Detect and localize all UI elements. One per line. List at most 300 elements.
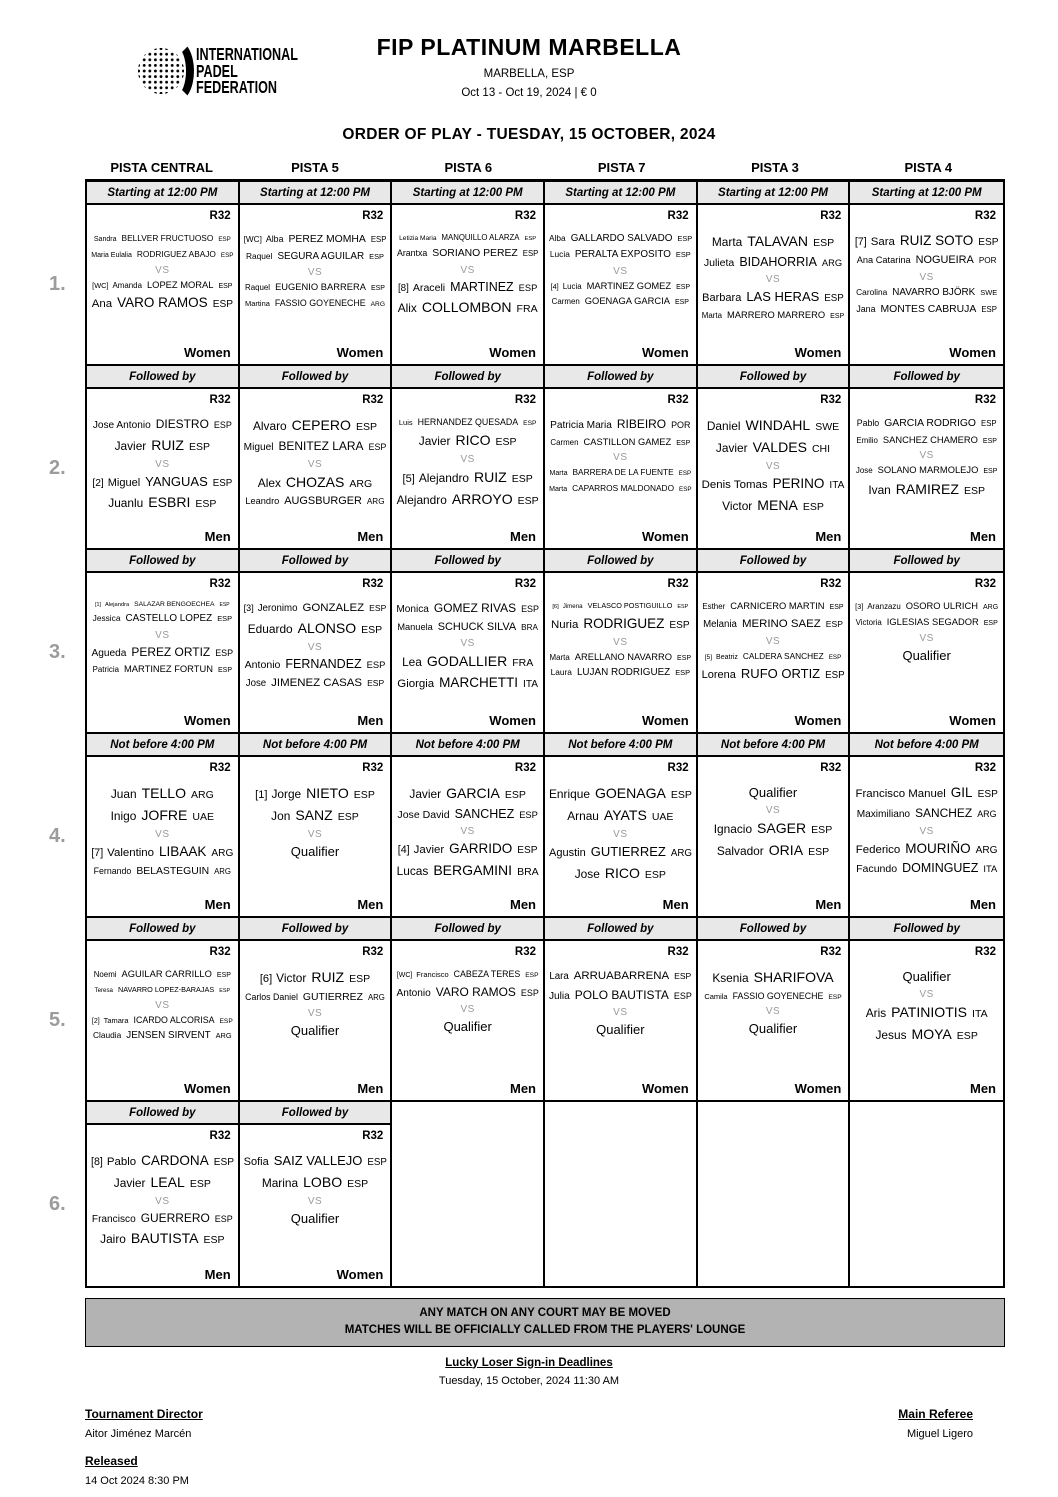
team xyxy=(244,844,387,860)
gender-label: Women xyxy=(949,345,996,360)
team xyxy=(702,233,845,270)
gender-label: Men xyxy=(815,897,842,912)
team xyxy=(549,785,692,825)
gender-label: Men xyxy=(204,897,231,912)
team xyxy=(702,601,845,632)
match-cell xyxy=(240,573,393,734)
gender-label: Men xyxy=(662,897,689,912)
time-header: Not before 4:00 PM xyxy=(545,734,698,757)
team xyxy=(702,417,845,457)
vs-label: VS xyxy=(307,1195,323,1207)
qualifier-line: Qualifier xyxy=(443,1019,492,1035)
round-label: R32 xyxy=(362,394,384,406)
player-line: Jessica CASTELLO LOPEZ ESP xyxy=(92,613,233,625)
gender-label: Women xyxy=(794,713,842,728)
team xyxy=(244,1153,387,1192)
player-line: Emilio SANCHEZ CHAMERO ESP xyxy=(856,434,997,445)
teams-block xyxy=(702,417,845,515)
round-label: R32 xyxy=(514,394,536,406)
time-header: Starting at 12:00 PM xyxy=(850,182,1003,205)
qualifier-line: Qualifier xyxy=(902,647,951,663)
time-header: Followed by xyxy=(545,550,698,573)
team xyxy=(854,465,999,499)
row-number: 2. xyxy=(49,457,66,479)
player-line: Javier RICO ESP xyxy=(418,432,517,449)
time-header: Starting at 12:00 PM xyxy=(392,182,545,205)
team xyxy=(549,601,692,633)
team xyxy=(91,969,234,996)
team xyxy=(549,652,692,680)
document-header xyxy=(0,0,1058,104)
player-line: Salvador ORIA ESP xyxy=(716,842,830,859)
player-line: Carmen GOENAGA GARCIA ESP xyxy=(551,296,689,307)
player-line: Marta MARRERO MARRERO ESP xyxy=(701,310,845,321)
gender-label: Men xyxy=(357,897,384,912)
player-line: Sofia SAIZ VALLEJO ESP xyxy=(243,1153,387,1168)
team xyxy=(91,1211,234,1249)
teams-block xyxy=(702,969,845,1037)
match-cell xyxy=(392,941,545,1102)
time-header: Followed by xyxy=(240,918,393,941)
match-cell xyxy=(240,941,393,1102)
vs-label: VS xyxy=(613,265,628,277)
court-header: PISTA 6 xyxy=(444,160,493,175)
vs-label: VS xyxy=(613,1007,628,1019)
vs-label: VS xyxy=(765,460,781,472)
player-line: [1] Alejandra SALAZAR BENGOECHEA ESP xyxy=(95,601,230,608)
team xyxy=(396,969,539,1000)
player-line: [WC] Alba PEREZ MOMHA ESP xyxy=(243,234,387,245)
player-line: Monica GOMEZ RIVAS ESP xyxy=(396,601,540,615)
player-line: [WC] Francisco CABEZA TERES ESP xyxy=(396,969,539,979)
team xyxy=(854,969,999,985)
teams-block xyxy=(702,601,845,683)
teams-block xyxy=(549,417,692,495)
match-cell xyxy=(87,1125,240,1286)
match-cell xyxy=(87,205,240,366)
player-line: [4] Javier GARRIDO ESP xyxy=(397,841,538,857)
tournament-director-name: Aitor Jiménez Marcén xyxy=(85,1427,192,1440)
match-cell xyxy=(850,205,1003,366)
time-header: Starting at 12:00 PM xyxy=(545,182,698,205)
teams-block xyxy=(244,417,387,509)
team xyxy=(702,785,845,801)
team xyxy=(702,969,845,1002)
time-header: Followed by xyxy=(87,550,240,573)
team xyxy=(854,841,999,877)
team xyxy=(91,1015,234,1043)
vs-label: VS xyxy=(155,828,170,840)
main-referee-name: Miguel Ligero xyxy=(906,1427,973,1440)
teams-block xyxy=(702,233,845,322)
player-line: Barbara LAS HERAS ESP xyxy=(702,289,844,305)
round-label: R32 xyxy=(209,946,231,958)
gender-label: Men xyxy=(510,529,536,544)
player-line: Agueda PEREZ ORTIZ ESP xyxy=(91,644,234,659)
logo-line: INTERNATIONAL xyxy=(196,43,298,64)
team xyxy=(396,785,539,822)
player-line: Inigo JOFRE UAE xyxy=(110,806,215,823)
match-cell xyxy=(240,205,393,366)
team xyxy=(91,233,234,261)
vs-label: VS xyxy=(460,638,475,650)
empty-cell xyxy=(850,1102,1003,1286)
team xyxy=(244,233,387,263)
player-line: Jose RICO ESP xyxy=(574,864,666,881)
player-line: [3] Aranzazu OSORO ULRICH ARG xyxy=(855,601,999,611)
vs-label: VS xyxy=(155,629,170,641)
teams-block xyxy=(91,1153,234,1248)
player-line: Ana VARO RAMOS ESP xyxy=(91,295,233,311)
team xyxy=(244,417,387,455)
qualifier-line: Qualifier xyxy=(902,969,951,984)
logo-text xyxy=(196,43,298,98)
player-line: Jesus MOYA ESP xyxy=(875,1026,978,1043)
match-cell xyxy=(850,757,1003,918)
gender-label: Men xyxy=(510,1081,536,1096)
player-line: [8] Araceli MARTINEZ ESP xyxy=(397,279,538,294)
teams-block xyxy=(244,969,387,1040)
released-value: 14 Oct 2024 8:30 PM xyxy=(85,1474,189,1487)
match-cell xyxy=(698,757,851,918)
player-line: Francisco Manuel GIL ESP xyxy=(855,785,998,800)
match-cell xyxy=(240,1125,393,1286)
match-cell xyxy=(545,389,698,550)
team xyxy=(396,601,539,634)
player-line: Jose SOLANO MARMOLEJO ESP xyxy=(855,465,998,476)
time-header: Followed by xyxy=(698,366,851,389)
teams-block xyxy=(549,969,692,1039)
teams-block xyxy=(396,233,539,317)
player-line: Alba GALLARDO SALVADO ESP xyxy=(549,233,693,244)
time-header: Followed by xyxy=(87,366,240,389)
player-line: Luis HERNANDEZ QUESADA ESP xyxy=(398,417,537,427)
gender-label: Women xyxy=(183,345,231,360)
player-line: Lucas BERGAMINI BRA xyxy=(396,862,539,879)
teams-block xyxy=(854,785,999,877)
teams-block xyxy=(854,601,999,664)
time-header: Not before 4:00 PM xyxy=(240,734,393,757)
team xyxy=(549,233,692,262)
schedule-table xyxy=(49,179,1005,1288)
round-label: R32 xyxy=(820,394,842,406)
notice-line-1: ANY MATCH ON ANY COURT MAY BE MOVED xyxy=(419,1307,671,1319)
empty-cell xyxy=(392,1102,545,1286)
main-referee-label: Main Referee xyxy=(898,1406,973,1421)
player-line: Antonio VARO RAMOS ESP xyxy=(396,984,539,999)
round-label: R32 xyxy=(974,394,996,406)
player-line: Pablo GARCIA RODRIGO ESP xyxy=(856,418,997,429)
player-line: Letizia Maria MANQUILLO ALARZA ESP xyxy=(399,233,537,242)
gender-label: Men xyxy=(510,897,536,912)
round-label: R32 xyxy=(362,946,384,958)
player-line: Francisco GUERRERO ESP xyxy=(91,1210,233,1225)
time-header: Followed by xyxy=(240,1102,393,1125)
player-line: Denis Tomas PERINO ITA xyxy=(701,475,845,491)
vs-label: VS xyxy=(919,632,934,644)
event-title: FIP PLATINUM MARBELLA xyxy=(376,34,682,60)
gender-label: Women xyxy=(489,345,536,360)
time-header: Not before 4:00 PM xyxy=(850,734,1003,757)
round-label: R32 xyxy=(667,762,689,774)
match-cell xyxy=(545,573,698,734)
vs-label: VS xyxy=(155,1195,170,1207)
vs-label: VS xyxy=(613,828,628,840)
logo-bracket-shape xyxy=(160,40,194,102)
schedule-grid xyxy=(85,179,1005,1288)
player-line: Giorgia MARCHETTI ITA xyxy=(397,675,539,691)
player-line: Alvaro CEPERO ESP xyxy=(253,417,377,433)
player-line: Miguel BENITEZ LARA ESP xyxy=(243,438,387,453)
player-line: Ignacio SAGER ESP xyxy=(713,820,833,837)
footer xyxy=(85,1407,973,1487)
team xyxy=(549,844,692,883)
team xyxy=(91,844,234,878)
empty-cell xyxy=(698,1102,851,1286)
ipf-logo xyxy=(138,40,338,102)
time-header: Starting at 12:00 PM xyxy=(240,182,393,205)
court-header: PISTA 7 xyxy=(597,160,646,175)
team xyxy=(244,1023,387,1039)
vs-label: VS xyxy=(919,989,934,1001)
match-cell xyxy=(392,757,545,918)
teams-block xyxy=(91,417,234,512)
player-line: Noemi AGUILAR CARRILLO ESP xyxy=(93,969,231,979)
gender-label: Women xyxy=(794,345,842,360)
gender-label: Men xyxy=(970,529,996,544)
round-label: R32 xyxy=(209,762,231,774)
time-header: Followed by xyxy=(545,366,698,389)
team xyxy=(854,233,999,268)
player-line: Javier GARCIA ESP xyxy=(409,785,526,801)
player-line: Javier VALDES CHI xyxy=(715,438,831,455)
player-line: Agustin GUTIERREZ ARG xyxy=(549,843,692,859)
player-line: Ana Catarina NOGUEIRA POR xyxy=(856,253,997,266)
round-label: R32 xyxy=(667,946,689,958)
teams-block xyxy=(396,417,539,509)
vs-label: VS xyxy=(765,274,781,286)
player-line: [2] Tamara ICARDO ALCORISA ESP xyxy=(91,1014,233,1025)
player-line: Patricia MARTINEZ FORTUN ESP xyxy=(92,664,233,675)
gender-label: Women xyxy=(183,713,231,728)
teams-block xyxy=(91,601,234,676)
footer-left xyxy=(85,1407,203,1487)
team xyxy=(854,648,999,664)
time-header: Not before 4:00 PM xyxy=(392,734,545,757)
qualifier-line: Qualifier xyxy=(290,1210,340,1226)
player-line: Lea GODALLIER FRA xyxy=(402,653,534,670)
player-line: [3] Jeronimo GONZALEZ ESP xyxy=(243,602,387,614)
team xyxy=(244,969,387,1004)
match-cell xyxy=(87,573,240,734)
round-label: R32 xyxy=(820,578,842,590)
team xyxy=(91,474,234,513)
player-line: Lorena RUFO ORTIZ ESP xyxy=(701,666,845,682)
player-line: Ivan RAMIREZ ESP xyxy=(868,481,985,498)
team xyxy=(396,417,539,450)
court-header: PISTA 5 xyxy=(291,160,339,175)
player-line: Marina LOBO ESP xyxy=(261,1173,369,1190)
match-cell xyxy=(87,389,240,550)
player-line: Esther CARNICERO MARTIN ESP xyxy=(702,601,844,611)
player-line: Alix COLLOMBON FRA xyxy=(397,299,538,316)
vs-label: VS xyxy=(765,635,781,647)
logo-line: FEDERATION xyxy=(196,77,277,98)
round-label: R32 xyxy=(667,394,689,406)
match-cell xyxy=(545,757,698,918)
match-cell xyxy=(392,389,545,550)
time-header: Followed by xyxy=(698,550,851,573)
round-label: R32 xyxy=(667,210,689,222)
round-label: R32 xyxy=(514,946,536,958)
time-header: Starting at 12:00 PM xyxy=(698,182,851,205)
qualifier-line: Qualifier xyxy=(596,1022,645,1038)
tournament-director-label: Tournament Director xyxy=(85,1406,203,1421)
team xyxy=(91,645,234,676)
team xyxy=(91,417,234,455)
player-line: Javier LEAL ESP xyxy=(113,1173,211,1190)
qualifier-line: Qualifier xyxy=(748,1021,798,1037)
time-header: Followed by xyxy=(392,366,545,389)
time-header: Followed by xyxy=(850,550,1003,573)
teams-block xyxy=(244,1153,387,1227)
court-header-row xyxy=(85,160,1005,179)
vs-label: VS xyxy=(613,636,628,648)
released-label: Released xyxy=(85,1453,138,1468)
gender-label: Men xyxy=(970,897,996,912)
player-line: Marta CAPARROS MALDONADO ESP xyxy=(549,483,692,494)
player-line: Daniel WINDAHL SWE xyxy=(706,417,840,433)
player-line: Jose David SANCHEZ ESP xyxy=(397,806,538,821)
vs-label: VS xyxy=(765,1006,781,1018)
player-line: Arnau AYATS UAE xyxy=(567,806,674,823)
player-line: Federico MOURIÑO ARG xyxy=(855,840,998,856)
team xyxy=(91,785,234,825)
player-line: Lucia PERALTA EXPOSITO ESP xyxy=(549,249,691,261)
player-line: Leandro AUGSBURGER ARG xyxy=(245,495,385,508)
round-label: R32 xyxy=(514,578,536,590)
player-line: Facundo DOMINGUEZ ITA xyxy=(856,861,998,876)
court-header: PISTA CENTRAL xyxy=(110,160,213,175)
team xyxy=(244,657,387,691)
gender-label: Women xyxy=(336,345,384,360)
teams-block xyxy=(91,233,234,312)
vs-label: VS xyxy=(155,999,170,1011)
match-cell xyxy=(392,205,545,366)
team xyxy=(396,233,539,261)
qualifier-line: Qualifier xyxy=(290,843,340,859)
time-header: Followed by xyxy=(87,1102,240,1125)
time-header: Followed by xyxy=(392,918,545,941)
round-label: R32 xyxy=(974,210,996,222)
round-label: R32 xyxy=(514,762,536,774)
team xyxy=(396,653,539,692)
qualifier-line: Qualifier xyxy=(290,1023,340,1039)
round-label: R32 xyxy=(362,578,384,590)
teams-block xyxy=(396,969,539,1036)
gender-label: Women xyxy=(794,1081,842,1096)
player-line: Victoria IGLESIAS SEGADOR ESP xyxy=(855,616,998,627)
player-line: Antonio FERNANDEZ ESP xyxy=(244,656,386,671)
vs-label: VS xyxy=(307,458,323,470)
gender-label: Men xyxy=(204,529,231,544)
player-line: Raquel EUGENIO BARRERA ESP xyxy=(245,281,385,292)
team xyxy=(396,1019,539,1035)
player-line: Lara ARRUABARRENA ESP xyxy=(549,970,692,982)
round-label: R32 xyxy=(209,578,231,590)
time-header: Followed by xyxy=(545,918,698,941)
player-line: Teresa NAVARRO LOPEZ-BARAJAS ESP xyxy=(94,984,231,994)
player-line: Nuria RODRIGUEZ ESP xyxy=(550,615,690,631)
time-header: Starting at 12:00 PM xyxy=(87,182,240,205)
vs-label: VS xyxy=(613,452,628,464)
time-header: Followed by xyxy=(87,918,240,941)
match-cell xyxy=(392,573,545,734)
player-line: Jon SANZ ESP xyxy=(271,806,359,823)
gender-label: Women xyxy=(641,529,689,544)
player-line: Julia POLO BAUTISTA ESP xyxy=(549,987,692,1002)
team xyxy=(91,1153,234,1192)
teams-block xyxy=(702,785,845,860)
gender-label: Women xyxy=(641,713,689,728)
team xyxy=(702,651,845,684)
match-cell xyxy=(87,941,240,1102)
team xyxy=(549,969,692,1003)
row-number: 4. xyxy=(49,825,66,847)
player-line: Victor MENA ESP xyxy=(722,496,824,513)
gender-label: Women xyxy=(641,1081,689,1096)
team xyxy=(549,417,692,448)
vs-label: VS xyxy=(460,826,475,838)
team xyxy=(702,476,845,515)
round-label: R32 xyxy=(667,578,689,590)
player-line: Manuela SCHUCK SILVA BRA xyxy=(397,620,538,633)
lucky-loser-deadline-title: Lucky Loser Sign-in Deadlines xyxy=(445,1356,613,1369)
vs-label: VS xyxy=(155,458,170,470)
player-line: Juanlu ESBRI ESP xyxy=(108,494,217,511)
round-label: R32 xyxy=(820,946,842,958)
row-number: 5. xyxy=(49,1009,66,1031)
round-label: R32 xyxy=(362,762,384,774)
teams-block xyxy=(91,785,234,878)
team xyxy=(396,841,539,880)
match-cell xyxy=(545,941,698,1102)
round-label: R32 xyxy=(974,946,996,958)
teams-block xyxy=(91,969,234,1043)
match-cell xyxy=(850,573,1003,734)
player-line: Jose Antonio DIESTRO ESP xyxy=(92,417,232,431)
match-cell xyxy=(545,205,698,366)
player-line: [6] Jimena VELASCO POSTIGUILLO ESP xyxy=(552,601,689,610)
player-line: Martina FASSIO GOYENECHE ARG xyxy=(244,297,385,308)
player-line: [4] Lucia MARTINEZ GOMEZ ESP xyxy=(550,280,691,291)
teams-block xyxy=(854,233,999,316)
player-line: [5] Beatriz CALDERA SANCHEZ ESP xyxy=(704,650,842,661)
round-label: R32 xyxy=(209,394,231,406)
match-cell xyxy=(87,757,240,918)
vs-label: VS xyxy=(307,641,323,653)
player-line: Eduardo ALONSO ESP xyxy=(247,619,383,636)
team xyxy=(244,1211,387,1227)
time-header: Followed by xyxy=(240,550,393,573)
match-cell xyxy=(850,941,1003,1102)
gender-label: Women xyxy=(489,713,536,728)
player-line: Julieta BIDAHORRIA ARG xyxy=(703,254,843,269)
round-label: R32 xyxy=(514,210,536,222)
gender-label: Women xyxy=(641,345,689,360)
player-line: Marta TALAVAN ESP xyxy=(711,233,835,249)
notice-banner xyxy=(85,1298,1005,1347)
